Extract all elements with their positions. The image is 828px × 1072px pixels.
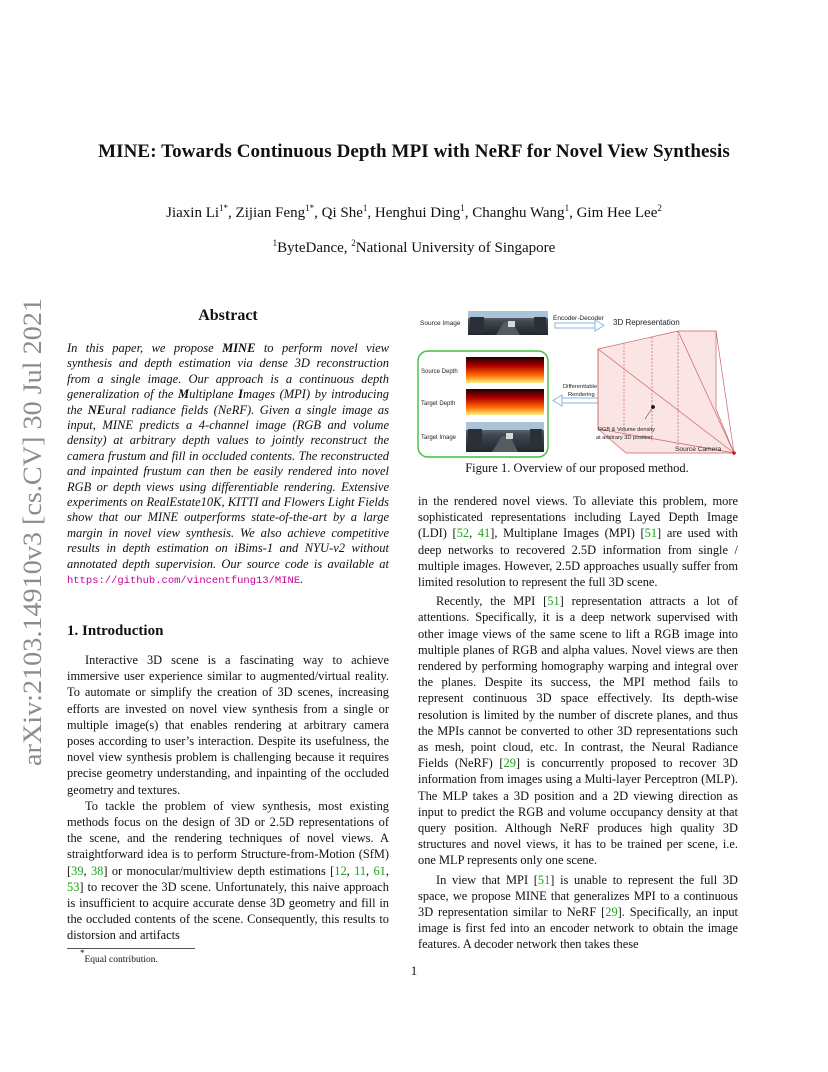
author-name: Henghui Ding <box>374 205 461 221</box>
author-separator: , <box>228 205 236 221</box>
citation-link[interactable]: 51 <box>537 872 551 887</box>
arxiv-stamp-graphic <box>14 296 48 766</box>
label-source-camera: Source Camera <box>675 446 722 453</box>
author-separator: , <box>464 205 473 221</box>
label-target-image: Target Image <box>421 435 457 441</box>
author-affiliation-mark: 1* <box>305 203 315 213</box>
target-image-thumbnail <box>466 422 544 452</box>
text-run: to perform novel view synthesis and depth estimation via dense 3D reconstruction from a single image. Our approach is a continuous depth generalization of the <box>67 341 389 402</box>
affiliation-mark: 1 <box>272 238 278 248</box>
citation-link[interactable]: 39 <box>71 863 84 878</box>
label-rendering: Rendering <box>568 392 595 398</box>
author-affiliation-mark: 1 <box>362 203 368 213</box>
affiliation-name: National University of Singapore <box>355 240 556 256</box>
left-column-body <box>67 652 389 944</box>
author-affiliation-mark: 1* <box>219 203 229 213</box>
footnote-text: Equal contribution. <box>84 955 158 965</box>
bold-run: I <box>238 387 244 402</box>
bold-run: NE <box>87 402 106 417</box>
citation-link[interactable]: 51 <box>547 594 560 609</box>
affiliation-separator: , <box>343 240 352 256</box>
page-number: 1 <box>410 963 418 978</box>
figure-diagram <box>416 309 738 459</box>
author-affiliation-mark: 2 <box>657 203 662 213</box>
author-separator: , <box>367 205 375 221</box>
text-run: in the rendered novel views. To alleviate this problem, more sophisticated representations including Layed Depth Image (LDI) [ <box>418 494 738 541</box>
text-run: ] is concurrently proposed to recover 3D information from images using a Multi-layer Perceptron (MLP). The MLP takes a 3D position and a 2D viewing direction as input to predict the RGB and volume occupancy density at that query position. Although NeRF produces high quality 3D structures and novel views, it has to be trained per scene, i.e. one MLP represents only one scene. <box>418 756 738 868</box>
text-run: ] or monocular/multiview depth estimations [ <box>103 863 335 878</box>
citation-link[interactable]: 29 <box>503 756 516 771</box>
author-name: Qi She <box>321 205 363 221</box>
citation-link[interactable]: 61 <box>373 863 386 878</box>
author-name: Jiaxin Li <box>166 205 220 221</box>
label-3d-representation: 3D Representation <box>613 318 680 327</box>
text-run: Recently, the MPI [ <box>436 594 548 609</box>
citation-link[interactable]: 53 <box>67 879 80 894</box>
text-run: , <box>366 863 374 878</box>
label-encoder-decoder: Encoder-Decoder <box>553 315 604 322</box>
text-run: , <box>385 863 389 878</box>
text-run: ], Multiplane Images (MPI) [ <box>490 526 645 541</box>
citation-link[interactable]: 38 <box>90 863 104 878</box>
citation-link[interactable]: 52 <box>456 526 470 541</box>
abstract-text <box>67 341 389 590</box>
author-affiliation-mark: 1 <box>460 203 465 213</box>
arxiv-stamp <box>14 296 48 766</box>
author-affiliation-mark: 1 <box>564 203 570 213</box>
author-name: Changhu Wang <box>472 205 565 221</box>
text-run: To tackle the problem of view synthesis, most existing methods focus on the design of 3D or 2.5D representations of the scene, and the rendering techniques of novel views. A straightforward idea is to perform Structure-from-Motion (SfM) [ <box>67 798 389 878</box>
text-run: ural radiance fields (NeRF). Given a single image as input, MINE predicts a 4-channel image (RGB and volume density) at arbitrary depth values to jointly reconstruct the camera frustum and fill in occluded contents. The reconstructed and inpainted frustum can then be easily rendered into novel RGB or depth views using differentiable rendering. Extensive experiments on RealEstate10K, KITTI and Flowers Light Fields show that our MINE outperforms state-of-the-art by a large margin in novel view synthesis. We also achieve competitive results in depth estimation on iBims-1 and NYU-v2 without annotated depth supervision. Our source code is available at <box>67 402 390 571</box>
text-run: ultiplane <box>189 387 239 402</box>
abstract-heading: Abstract <box>198 307 258 324</box>
footnote-mark: * <box>80 948 85 958</box>
author-separator: , <box>569 205 577 221</box>
section-heading-introduction: 1. Introduction <box>67 623 164 639</box>
text-run: ] are used with deep networks to recovered 2.5D information from single / multiple images. However, 2.5D approaches usually suffer from limited resolution to represent the full 3D scene. <box>418 526 739 590</box>
source-image-thumbnail <box>468 311 548 335</box>
text-run: , <box>346 863 355 878</box>
text-run: ] representation attracts a lot of attentions. Specifically, it is a deep network supervised with other image views of the same scene to lift a RGB image into multiple planes of RGB and alpha values. Novel views are then rendered by performing homography warping and integral over the planes. Despite its success, the MPI method fails to represent continuous 3D space effectively. Its depth-wise resolution is limited by the number of discrete planes, and thus the MPIs cannot be converted to other 3D representations such as mesh, point cloud, etc. In contrast, the Neural Radiance Fields (NeRF) [ <box>418 594 738 771</box>
intro-paragraph <box>67 798 389 944</box>
source-code-link[interactable]: https://github.com/vincentfung13/MINE <box>67 575 301 588</box>
intro-paragraph <box>67 652 389 798</box>
arxiv-stamp-text: arXiv:2103.14910v3 [cs.CV] 30 Jul 2021 <box>18 334 47 766</box>
text-run: , <box>469 526 478 541</box>
citation-link[interactable]: 51 <box>644 526 658 541</box>
bold-run: MINE <box>222 341 256 355</box>
author-name: Zijian Feng <box>235 205 306 221</box>
target-depth-map <box>466 389 544 415</box>
affiliation-list <box>60 240 768 257</box>
figure-caption: Figure 1. Overview of our proposed method. <box>465 461 689 475</box>
source-depth-map <box>466 357 544 383</box>
source-camera-marker <box>732 451 736 455</box>
label-source-image: Source Image <box>420 320 461 327</box>
text-run: In view that MPI [ <box>436 872 538 887</box>
body-paragraph <box>418 872 738 953</box>
bold-run: M <box>178 387 190 402</box>
footnote-divider <box>67 948 195 949</box>
right-column-body <box>418 493 738 953</box>
body-paragraph <box>418 493 738 590</box>
text-run: ] is unable to represent the full 3D space, we propose MINE that generalizes MPI to a continuous 3D representation similar to NeRF [ <box>418 872 738 920</box>
author-separator: , <box>314 205 322 221</box>
label-rgb-volume-density: RGB & Volume density <box>598 427 655 433</box>
figure-1-overview <box>416 309 738 459</box>
label-source-depth: Source Depth <box>421 369 458 375</box>
body-paragraph <box>418 593 738 868</box>
citation-link[interactable]: 41 <box>477 526 491 541</box>
label-arbitrary-position: at arbitrary 3D position <box>596 435 653 441</box>
author-name: Gim Hee Lee <box>576 205 658 221</box>
citation-link[interactable]: 29 <box>605 905 618 920</box>
paper-title: MINE: Towards Continuous Depth MPI with NeRF for Novel View Synthesis <box>98 141 730 162</box>
text-run: . <box>300 572 304 587</box>
text-run: ] to recover the 3D scene. Unfortunately, this naive approach is insufficient to acquire accurate dense 3D geometry and fill in the occluded contents of the scene. Consequently, this results to distorsion and artifacts <box>67 879 389 943</box>
citation-link[interactable]: 12 <box>334 863 347 878</box>
citation-link[interactable]: 11 <box>354 863 367 878</box>
label-differentiable: Differentiable <box>563 384 598 390</box>
affiliation-name: ByteDance <box>277 240 344 256</box>
author-list <box>60 205 768 222</box>
text-run: ]. Specifically, an input image is first fed into an encoder network to obtain the image features. A decoder network then takes these <box>418 905 739 952</box>
label-target-depth: Target Depth <box>421 401 456 407</box>
text-run: In this paper, we propose <box>67 341 223 355</box>
affiliation-mark: 2 <box>351 238 356 248</box>
text-run: Interactive 3D scene is a fascinating way to achieve immersive user experience similar to augmented/virtual reality. To automate or simplify the creation of 3D scenes, increasing efforts are invested on novel view synthesis from a single or multiple image(s) that enables rendering at arbitrary camera poses according to user’s interaction. Despite its usefulness, the novel view synthesis problem is challenging because it requires precise geometry understanding, and inpainting of the occluded geometry and textures. <box>67 653 389 797</box>
text-run: mages (MPI) by introducing the <box>67 387 389 417</box>
text-run: , <box>83 863 91 878</box>
